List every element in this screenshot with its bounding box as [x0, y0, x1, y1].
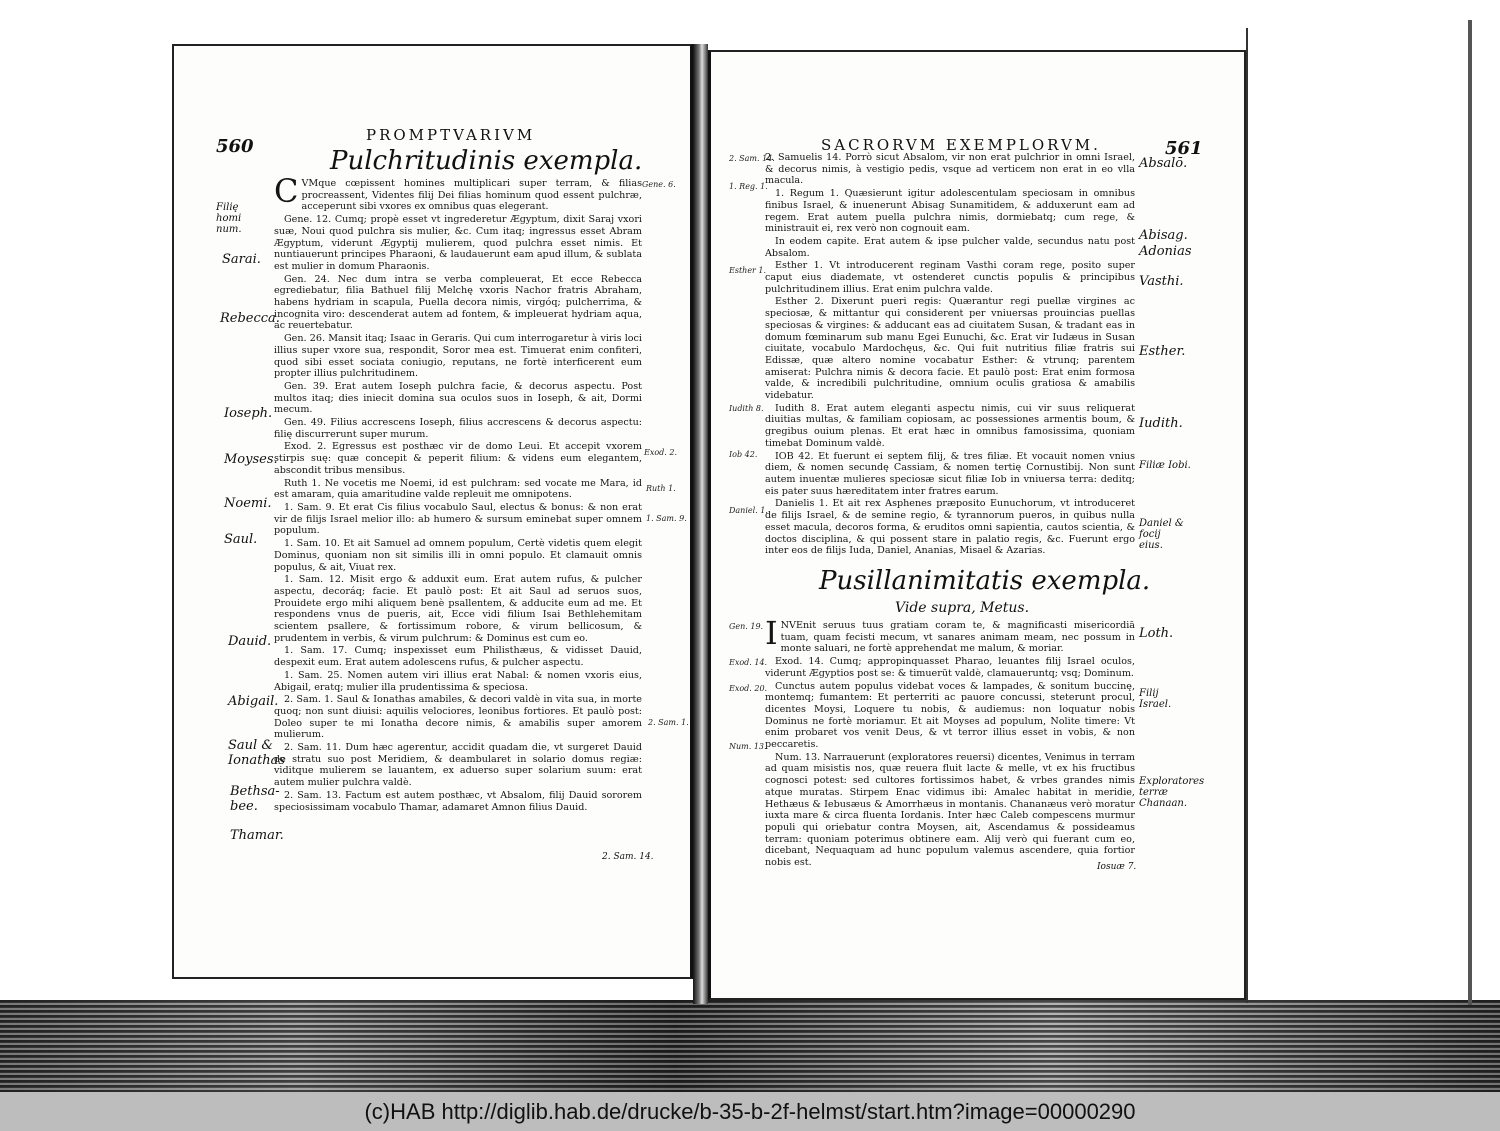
margin-name: Filij Israel. — [1139, 688, 1172, 710]
margin-name: Adonias — [1139, 244, 1192, 259]
margin-ref: Exod. 20. — [729, 684, 768, 693]
margin-name: Filię homi num. — [216, 202, 242, 235]
paragraph: Iudith 8. Erat autem eleganti aspectu nimis, cui vir suus reliquerat diuitias multas, & familiam copiosam, ac possessiones armentis boum, & gregibus ouium plenas. Et erat hæc in omnibus famosissima, quoniam timebat Dominum valdè. — [765, 402, 1135, 449]
margin-ref: Exod. 2. — [644, 448, 678, 457]
paragraph: In eodem capite. Erat autem & ipse pulcher valde, secundus natu post Absalom. — [765, 235, 1135, 259]
paragraph: Gen. 26. Mansit itaq; Isaac in Geraris. Qui cum interrogaretur à viris loci illius super vxore sua, respondit, Soror mea est. Timuerat enim confiteri, quod sibi esset sociata coniugio, reputans, ne fortè interficerent eum propter illius pulchritudinem. — [274, 333, 642, 380]
paragraph: Gen. 39. Erat autem Ioseph pulchra facie, & decorus aspectu. Post multos itaq; dies iniecit domina sua oculos suos in Ioseph, & ait, Dormi mecum. — [274, 380, 642, 416]
margin-ref: Ruth 1. — [646, 484, 676, 493]
margin-name: Saul & Ionathas — [228, 738, 286, 768]
margin-ref: Gen. 19. — [729, 622, 764, 631]
margin-ref: Iob 42. — [729, 450, 758, 459]
copyright-caption: (c)HAB http://diglib.hab.de/drucke/b-35-b-2f-helmst/start.htm?image=00000290 — [0, 1092, 1500, 1131]
scan-frame-edge — [1468, 20, 1472, 1005]
margin-name: Exploratores terræ Chanaan. — [1139, 776, 1205, 809]
paragraph: 2. Sam. 13. Factum est autem posthæc, vt Absalom, filij Dauid sororem speciosissimam vocabulo Thamar, adamaret Amnon filius Dauid. — [274, 789, 642, 813]
catchword: 2. Sam. 14. — [602, 852, 654, 862]
margin-name: Abisag. — [1139, 228, 1188, 243]
margin-name: Vasthi. — [1139, 274, 1184, 289]
paragraph: C VMque cœpissent homines multiplicari super terram, & filias procreassent, Videntes filij Dei filias hominum quod essent pulchræ, acceperunt sibi vxores ex omnibus quas elegerant. — [274, 172, 642, 213]
drop-capital: C — [274, 172, 299, 210]
margin-ref: 2. Sam. 14. — [729, 154, 775, 163]
margin-name: Loth. — [1139, 626, 1174, 641]
margin-name: Daniel & focij eius. — [1139, 518, 1184, 551]
page-number: 561 — [1165, 138, 1203, 159]
body-text — [765, 614, 1135, 870]
section-title: Pulchritudinis exempla. — [330, 146, 643, 176]
margin-name: Moyses. — [224, 452, 278, 467]
section-subtitle: Vide supra, Metus. — [895, 600, 1030, 616]
body-text — [274, 172, 642, 814]
paragraph: 1. Regum 1. Quæsierunt igitur adolescentulam speciosam in omnibus finibus Israel, & inuenerunt Abisag Sunamitidem, & adduxerunt eam ad regem. Erat autem puella pulchra nimis, dormiebatq; cum rege, & ministrauit ei, rex verò non cognouit eam. — [765, 188, 1135, 235]
paragraph: Exod. 14. Cumq; appropinquasset Pharao, leuantes filij Israel oculos, viderunt Ægyptios post se: & timuerūt valdè, clamaueruntq; vsq; Dominum. — [765, 656, 1135, 679]
margin-ref: Gene. 6. — [642, 180, 676, 189]
running-head: SACRORVM EXEMPLORVM. — [821, 136, 1101, 154]
paragraph: Esther 1. Vt introducerent reginam Vasthi coram rege, posito super caput eius diademate, vt ostenderet cunctis populis & principibus pulchritudinem illius. Erat enim pulchra valde. — [765, 260, 1135, 295]
body-text — [765, 152, 1135, 558]
margin-name: Absalō. — [1139, 156, 1188, 171]
margin-ref: Exod. 14. — [729, 658, 768, 667]
page-number: 560 — [216, 136, 254, 157]
margin-name: Filiæ Iobi. — [1139, 460, 1191, 471]
paragraph: IOB 42. Et fuerunt ei septem filij, & tres filiæ. Et vocauit nomen vnius diem, & nomen secundę Cassiam, & nomen tertię Cornustibij. Non sunt autem inuentæ mulieres speciosæ sicut filiæ Iob in vniuersa terra: deditq; eis pater suus hæreditatem inter fratres earum. — [765, 450, 1135, 497]
scan-bed-edge — [0, 1000, 1500, 1092]
paragraph: Ruth 1. Ne vocetis me Noemi, id est pulchram: sed vocate me Mara, id est amaram, quia amaritudine valde repleuit me omnipotens. — [274, 477, 642, 501]
margin-name: Thamar. — [230, 828, 284, 843]
section-title: Pusillanimitatis exempla. — [819, 566, 1151, 596]
margin-name: Esther. — [1139, 344, 1186, 359]
margin-ref: 1. Sam. 9. — [646, 514, 687, 523]
margin-name: Abigail. — [228, 694, 279, 709]
paragraph: 1. Sam. 25. Nomen autem viri illius erat Nabal: & nomen vxoris eius, Abigail, eratq; mulier illa prudentissima & speciosa. — [274, 669, 642, 693]
scan-frame-line — [1246, 28, 1248, 1003]
paragraph: Exod. 2. Egressus est posthæc vir de domo Leui. Et accepit vxorem stirpis suę: quæ concepit & peperit filium: & videns eum elegantem, abscondit tribus mensibus. — [274, 441, 642, 476]
paragraph: Num. 13. Narrauerunt (exploratores reuersi) dicentes, Venimus in terram ad quam misistis nos, quæ reuera fluit lacte & melle, vt ex his fructibus cognosci potest: sed cultores fortissimos habet, & vrbes grandes nimis atque muratas. Stirpem Enac vidimus ibi: Amalec habitat in meridie, Hethæus & Iebusæus & Amorrhæus in montanis. Chananæus verò moratur iuxta mare & circa fluenta Iordanis. Inter hæc Caleb compescens murmur populi qui oriebatur contra Moysen, ait, Ascendamus & possideamus terram: quoniam poterimus obtinere eam. Alij verò qui fuerant cum eo, dicebant, Nequaquam ad hunc populum valemus ascendere, quia fortior nobis est. — [765, 751, 1135, 869]
paragraph: Gen. 49. Filius accrescens Ioseph, filius accrescens & decorus aspectu: filię discurrerunt super murum. — [274, 417, 642, 440]
paragraph: Esther 2. Dixerunt pueri regis: Quærantur regi puellæ virgines ac speciosæ, & mittantur qui considerent per vniuersas prouincias puellas speciosas & virgines: & adducant eas ad ciuitatem Susan, & tradant eas in domum fœminarum sub manu Egei Eunuchi, &c. Erat vir Iudæus in Susan ciuitate, vocabulo Mardochęus, &c. Qui fuit nutritius filiæ fratris sui Edissæ, quæ altero nomine vocabatur Esther: & vtrunq; parentem amiserat: Pulchra nimis & decora facie. Et paulò post: Erat enim formosa valde, & incredibili pulchritudine, omnium oculis gratiosa & amabilis videbatur. — [765, 296, 1135, 402]
paragraph: Gene. 12. Cumq; propè esset vt ingrederetur Ægyptum, dixit Saraj vxori suæ, Noui quod pulchra sis mulier, &c. Cum itaq; ingressus esset Abram Ægyptum, viderunt Ægyptij mulierem, quod pulchra esset nimis. Et nuntiauerunt principes Pharaoni, & laudauerunt eam apud illum, & sublata est mulier in domum Pharaonis. — [274, 214, 642, 272]
margin-name: Bethsa- bee. — [230, 784, 280, 814]
margin-name: Noemi. — [224, 496, 272, 511]
drop-capital: I — [765, 614, 778, 652]
paragraph: 2. Sam. 11. Dum hæc agerentur, accidit quadam die, vt surgeret Dauid de stratu suo post Meridiem, & deambularet in solario domus regiæ: viditque mulierem se lauantem, ex aduerso super solarium suum: erat autem mulier pulchra valdè. — [274, 742, 642, 789]
margin-ref: 1. Reg. 1. — [729, 182, 768, 191]
margin-ref: Esther 1. — [729, 266, 767, 275]
margin-name: Saul. — [224, 532, 258, 547]
paragraph: 2. Samuelis 14. Porrò sicut Absalom, vir non erat pulchrior in omni Israel, & decorus nimis, à vestigio pedis, vsque ad verticem non erat in eo vlla macula. — [765, 152, 1135, 187]
paragraph: I NVEnit seruus tuus gratiam coram te, & magnificasti misericordiā tuam, quam fecisti mecum, vt sanares animam meam, nec possum in monte saluari, ne fortè apprehendat me malum, & moriar. — [765, 614, 1135, 655]
paragraph: 1. Sam. 12. Misit ergo & adduxit eum. Erat autem rufus, & pulcher aspectu, decoráq; facie. Et paulò post: Et ait Saul ad seruos suos, Prouidete ergo mihi aliquem benè psallentem, & adducite eum ad me. Et respondens vnus de pueris, ait, Ecce vidi filium Isai Bethlehemitam scientem psallere, & fortissimum robore, & virum bellicosum, & prudentem in verbis, & virum pulchrum: & Dominus est cum eo. — [274, 574, 642, 644]
margin-name: Rebecca. — [220, 311, 280, 326]
margin-name: Dauid. — [228, 634, 272, 649]
paragraph: Cunctus autem populus videbat voces & lampades, & sonitum buccinę, montemq; fumantem: Et perterriti ac pauore concussi, steterunt procul, dicentes Moysi, Loquere tu nobis, & audiemus: non loquatur nobis Dominus ne fortè moriamur. Et ait Moyses ad populum, Nolite timere: Vt enim probaret vos venit Deus, & vt terror illius esset in vobis, & non peccaretis. — [765, 680, 1135, 751]
left-page — [172, 44, 693, 979]
margin-ref: Iudith 8. — [729, 404, 764, 413]
catchword: Iosuæ 7. — [1097, 862, 1137, 872]
margin-name: Sarai. — [222, 252, 261, 267]
book-gutter — [693, 44, 708, 1004]
margin-name: Ioseph. — [224, 406, 273, 421]
paragraph: Gen. 24. Nec dum intra se verba compleuerat, Et ecce Rebecca egrediebatur, filia Bathuel filij Melchę vxoris Nachor fratris Abraham, habens hydriam in scapula, Puella decora nimis, virgóq; pulcherrima, & incognita viro: descenderat autem ad fontem, & impleuerat hydriam aqua, ac reuertebatur. — [274, 273, 642, 332]
running-head: PROMPTVARIVM — [366, 126, 536, 144]
paragraph: 1. Sam. 17. Cumq; inspexisset eum Philisthæus, & vidisset Dauid, despexit eum. Erat autem adolescens rufus, & pulcher aspectu. — [274, 645, 642, 669]
margin-ref: Daniel. 1. — [729, 506, 768, 515]
margin-ref: 2. Sam. 1. — [648, 718, 689, 727]
paragraph: Danielis 1. Et ait rex Asphenes præposito Eunuchorum, vt introduceret de filijs Israel, & de semine regio, & tyrannorum pueros, in quibus nulla esset macula, decoros forma, & eruditos omni sapientia, cautos scientia, & doctos disciplina, & qui possent stare in palatio regis, &c. Fuerunt ergo inter eos de filijs Iuda, Daniel, Ananias, Misael & Azarias. — [765, 498, 1135, 557]
paragraph: 1. Sam. 9. Et erat Cis filius vocabulo Saul, electus & bonus: & non erat vir de filijs Israel melior illo: ab humero & sursum eminebat super omnem populum. — [274, 501, 642, 537]
paragraph: 1. Sam. 10. Et ait Samuel ad omnem populum, Certè videtis quem elegit Dominus, quoniam non sit similis illi in omni populo. Et clamauit omnis populus, & ait, Viuat rex. — [274, 538, 642, 573]
right-page — [708, 50, 1246, 1000]
paragraph: 2. Sam. 1. Saul & Ionathas amabiles, & decori valdè in vita sua, in morte quoq; non sunt diuisi: aquilis velociores, leonibus fortiores. Et paulò post: Doleo super te mi Ionatha decore nimis, & amabilis super amorem mulierum. — [274, 694, 642, 741]
margin-ref: Num. 13. — [729, 742, 767, 751]
margin-name: Iudith. — [1139, 416, 1183, 431]
